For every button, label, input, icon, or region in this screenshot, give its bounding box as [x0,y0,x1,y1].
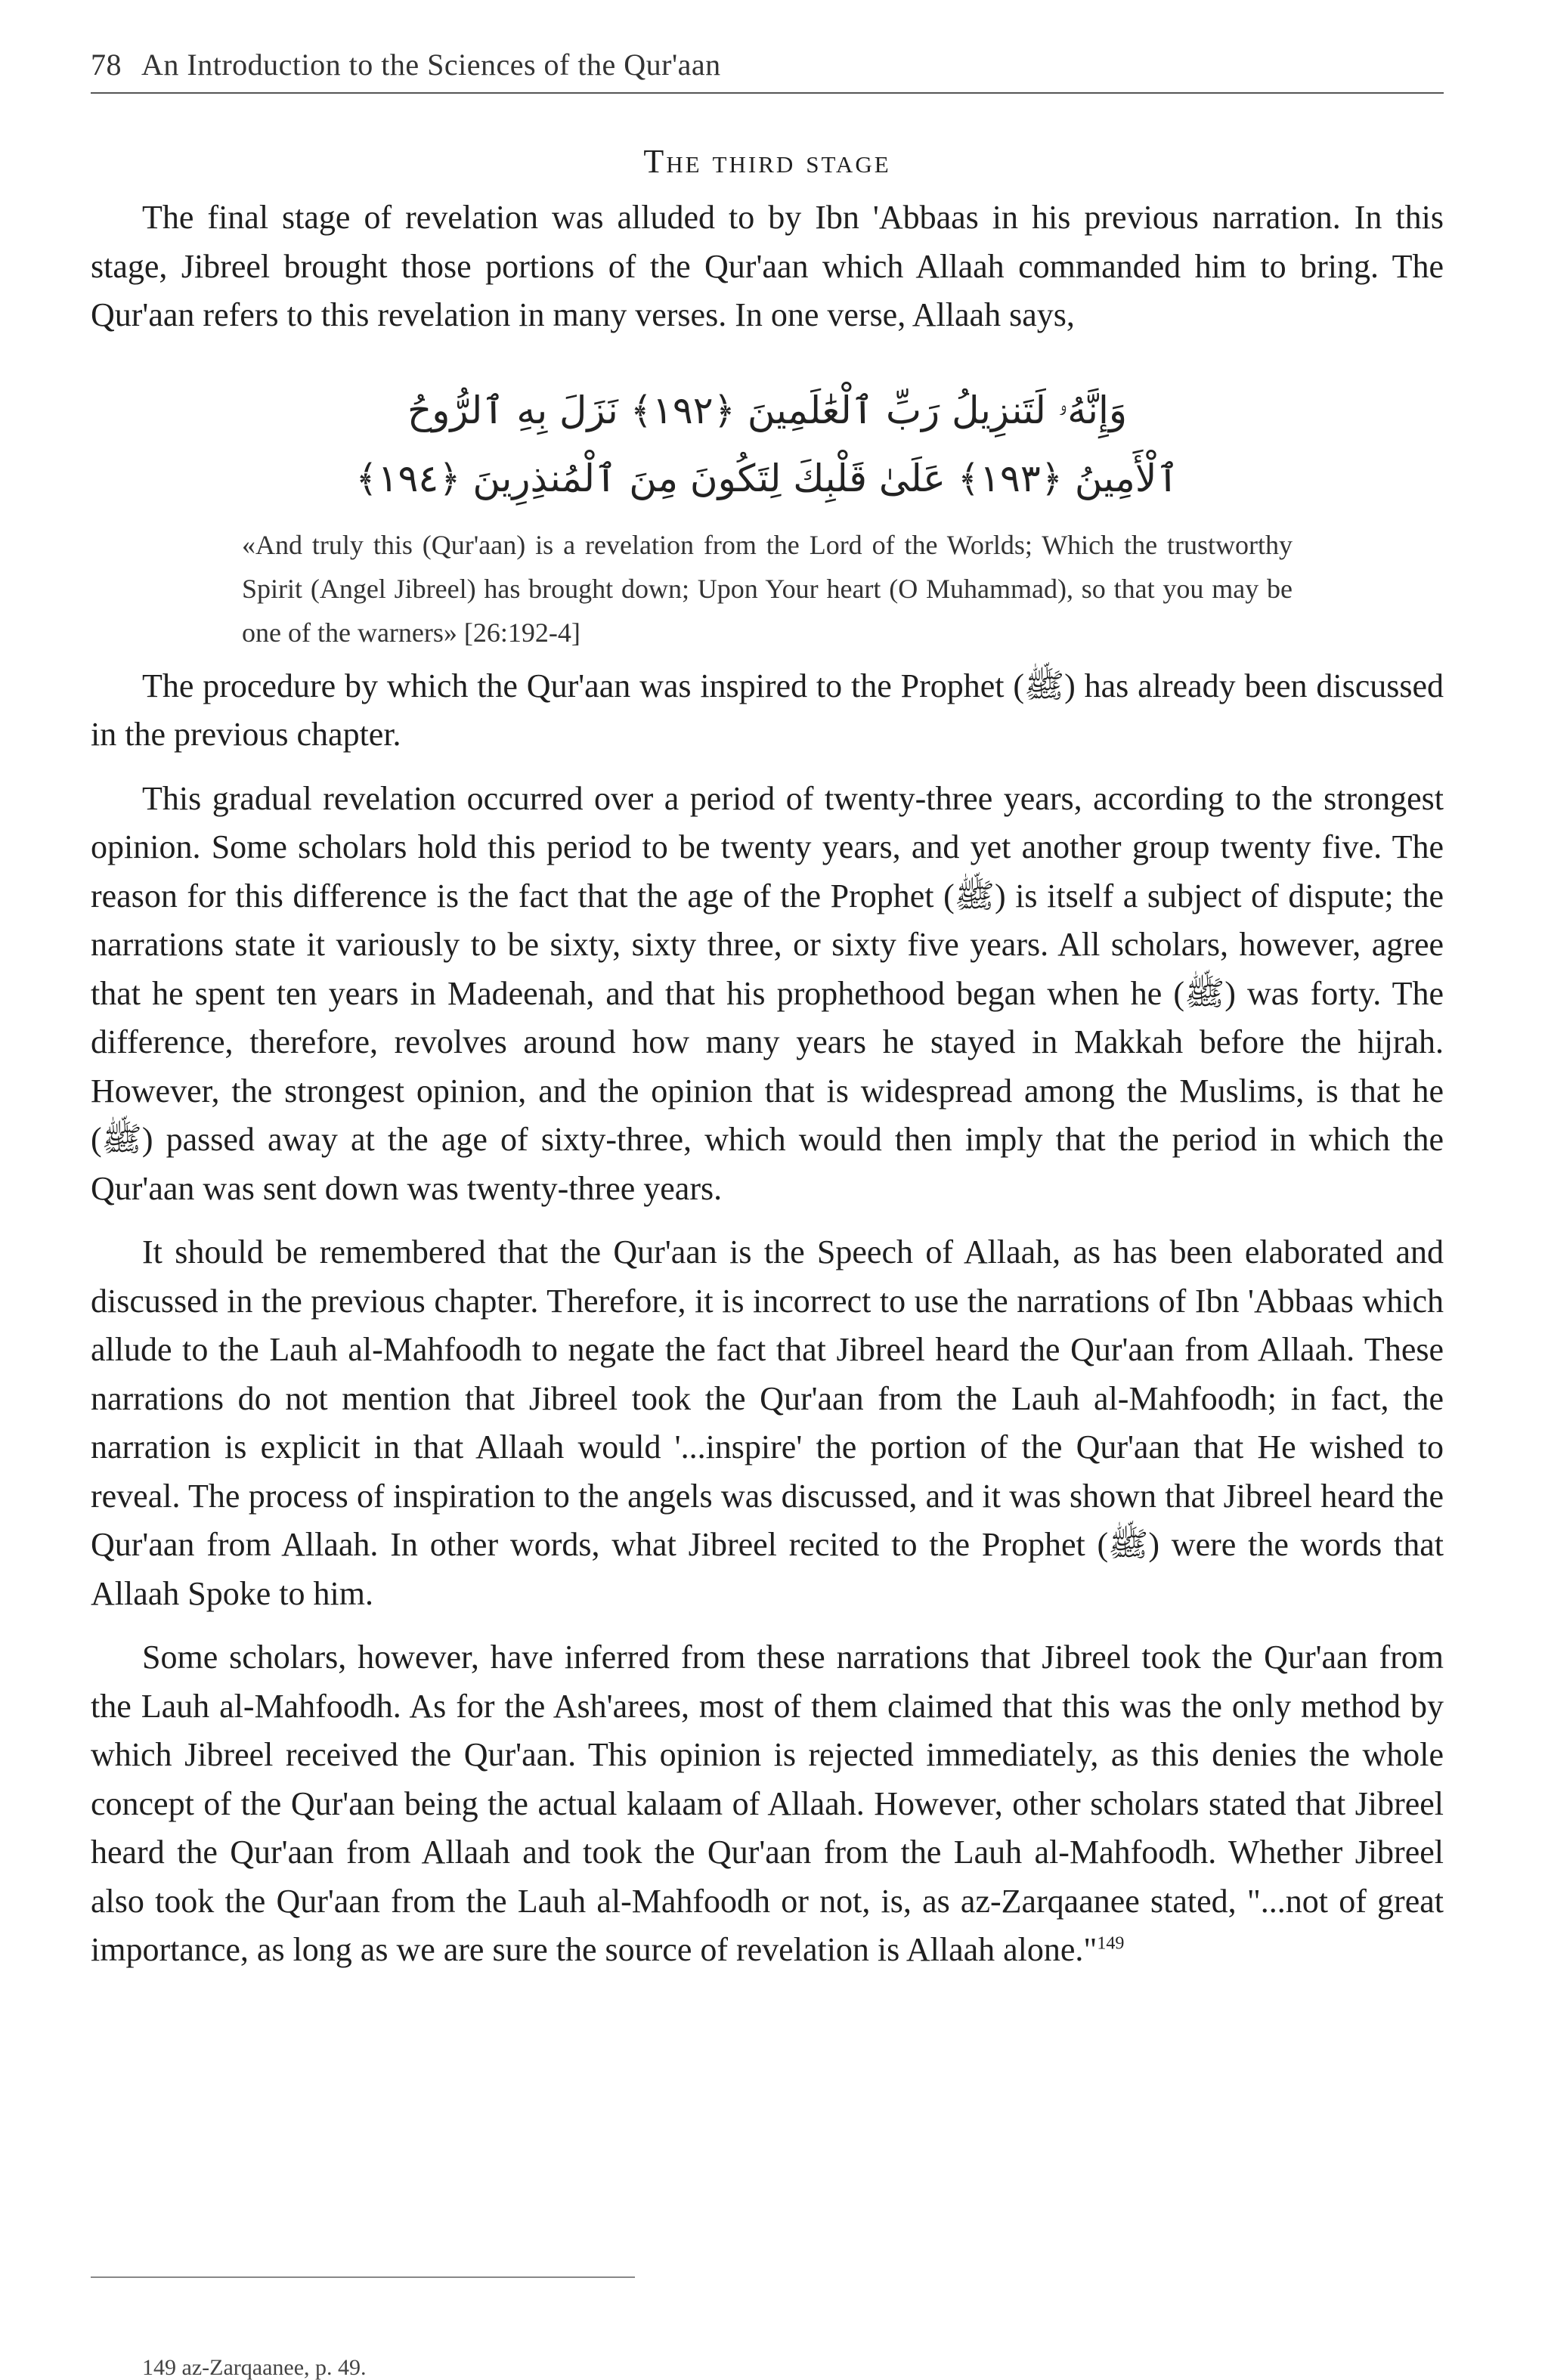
arabic-verse-line-1: وَإِنَّهُۥ لَتَنزِيلُ رَبِّ ٱلْعَٰلَمِينَ ﴿١٩٢﴾ نَزَلَ بِهِ ٱلرُّوحُ [407,388,1128,432]
footnote: 149 az-Zarqaanee, p. 49. [142,2355,367,2380]
book-title: An Introduction to the Sciences of the Qur'aan [141,48,721,82]
arabic-verse [91,376,1444,512]
footnote-reference: 149 [1097,1933,1125,1954]
paragraph-4: It should be remembered that the Qur'aan is the Speech of Allaah, as has been elaborated and discussed in the previous chapter. Therefore, it is incorrect to use the narrations of Ibn 'Abbaas which allude to the Lauh al-Mahfoodh to negate the fact that Jibreel heard the Qur'aan from Allaah. These narrations do not mention that Jibreel took the Qur'aan from the Lauh al-Mahfoodh; in fact, the narration is explicit in that Allaah would '...inspire' the portion of the Qur'aan that He wished to reveal. The process of inspiration to the angels was discussed, and it was shown that Jibreel heard the Qur'aan from Allaah. In other words, what Jibreel recited to the Prophet (ﷺ) were the words that Allaah Spoke to him. [91,1233,1444,1612]
verse-translation: «And truly this (Qur'aan) is a revelation from the Lord of the Worlds; Which the trustworthy Spirit (Angel Jibreel) has brought down; Upon Your heart (O Muhammad), so that you may be one of the warners» [26:192-4] [242,529,1293,648]
paragraph-2: The procedure by which the Qur'aan was inspired to the Prophet (ﷺ) has already been discussed in the previous chapter. [91,667,1444,753]
arabic-verse-line-2: ٱلْأَمِينُ ﴿١٩٣﴾ عَلَىٰ قَلْبِكَ لِتَكُونَ مِنَ ٱلْمُنذِرِينَ ﴿١٩٤﴾ [355,456,1179,500]
paragraph-1: The final stage of revelation was alluded to by Ibn 'Abbaas in his previous narration. In this stage, Jibreel brought those portions of the Qur'aan which Allaah commanded him to bring. The Qur'aan refers to this revelation in many verses. In one verse, Allaah says, [91,199,1444,333]
page-number: 78 [91,48,122,82]
book-page [91,42,1444,1975]
section-heading: The third stage [643,143,891,180]
paragraph-5-text: Some scholars, however, have inferred from these narrations that Jibreel took the Qur'aan from the Lauh al-Mahfoodh. As for the Ash'arees, most of them claimed that this was the only method by which Jibreel received the Qur'aan. This opinion is rejected immediately, as this denies the whole concept of the Qur'aan being the actual kalaam of Allaah. However, other scholars stated that Jibreel heard the Qur'aan from Allaah and took the Qur'aan from the Lauh al-Mahfoodh. Whether Jibreel also took the Qur'aan from the Lauh al-Mahfoodh or not, is, as az-Zarqaanee stated, "...not of great importance, as long as we are sure the source of revelation is Allaah alone." [91,1639,1444,1968]
footnote-divider [91,2276,635,2278]
paragraph-3: This gradual revelation occurred over a period of twenty-three years, according to the strongest opinion. Some scholars hold this period to be twenty years, and yet another group twenty five. The reason for this difference is the fact that the age of the Prophet (ﷺ) is itself a subject of dispute; the narrations state it variously to be sixty, sixty three, or sixty five years. All scholars, however, agree that he spent ten years in Madeenah, and that his prophethood began when he (ﷺ) was forty. The difference, therefore, revolves around how many years he stayed in Makkah before the hijrah. However, the strongest opinion, and the opinion that is widespread among the Muslims, is that he (ﷺ) passed away at the age of sixty-three, which would then imply that the period in which the Qur'aan was sent down was twenty-three years. [91,779,1444,1207]
running-head [91,42,1444,94]
paragraph-5 [91,1633,1444,1975]
